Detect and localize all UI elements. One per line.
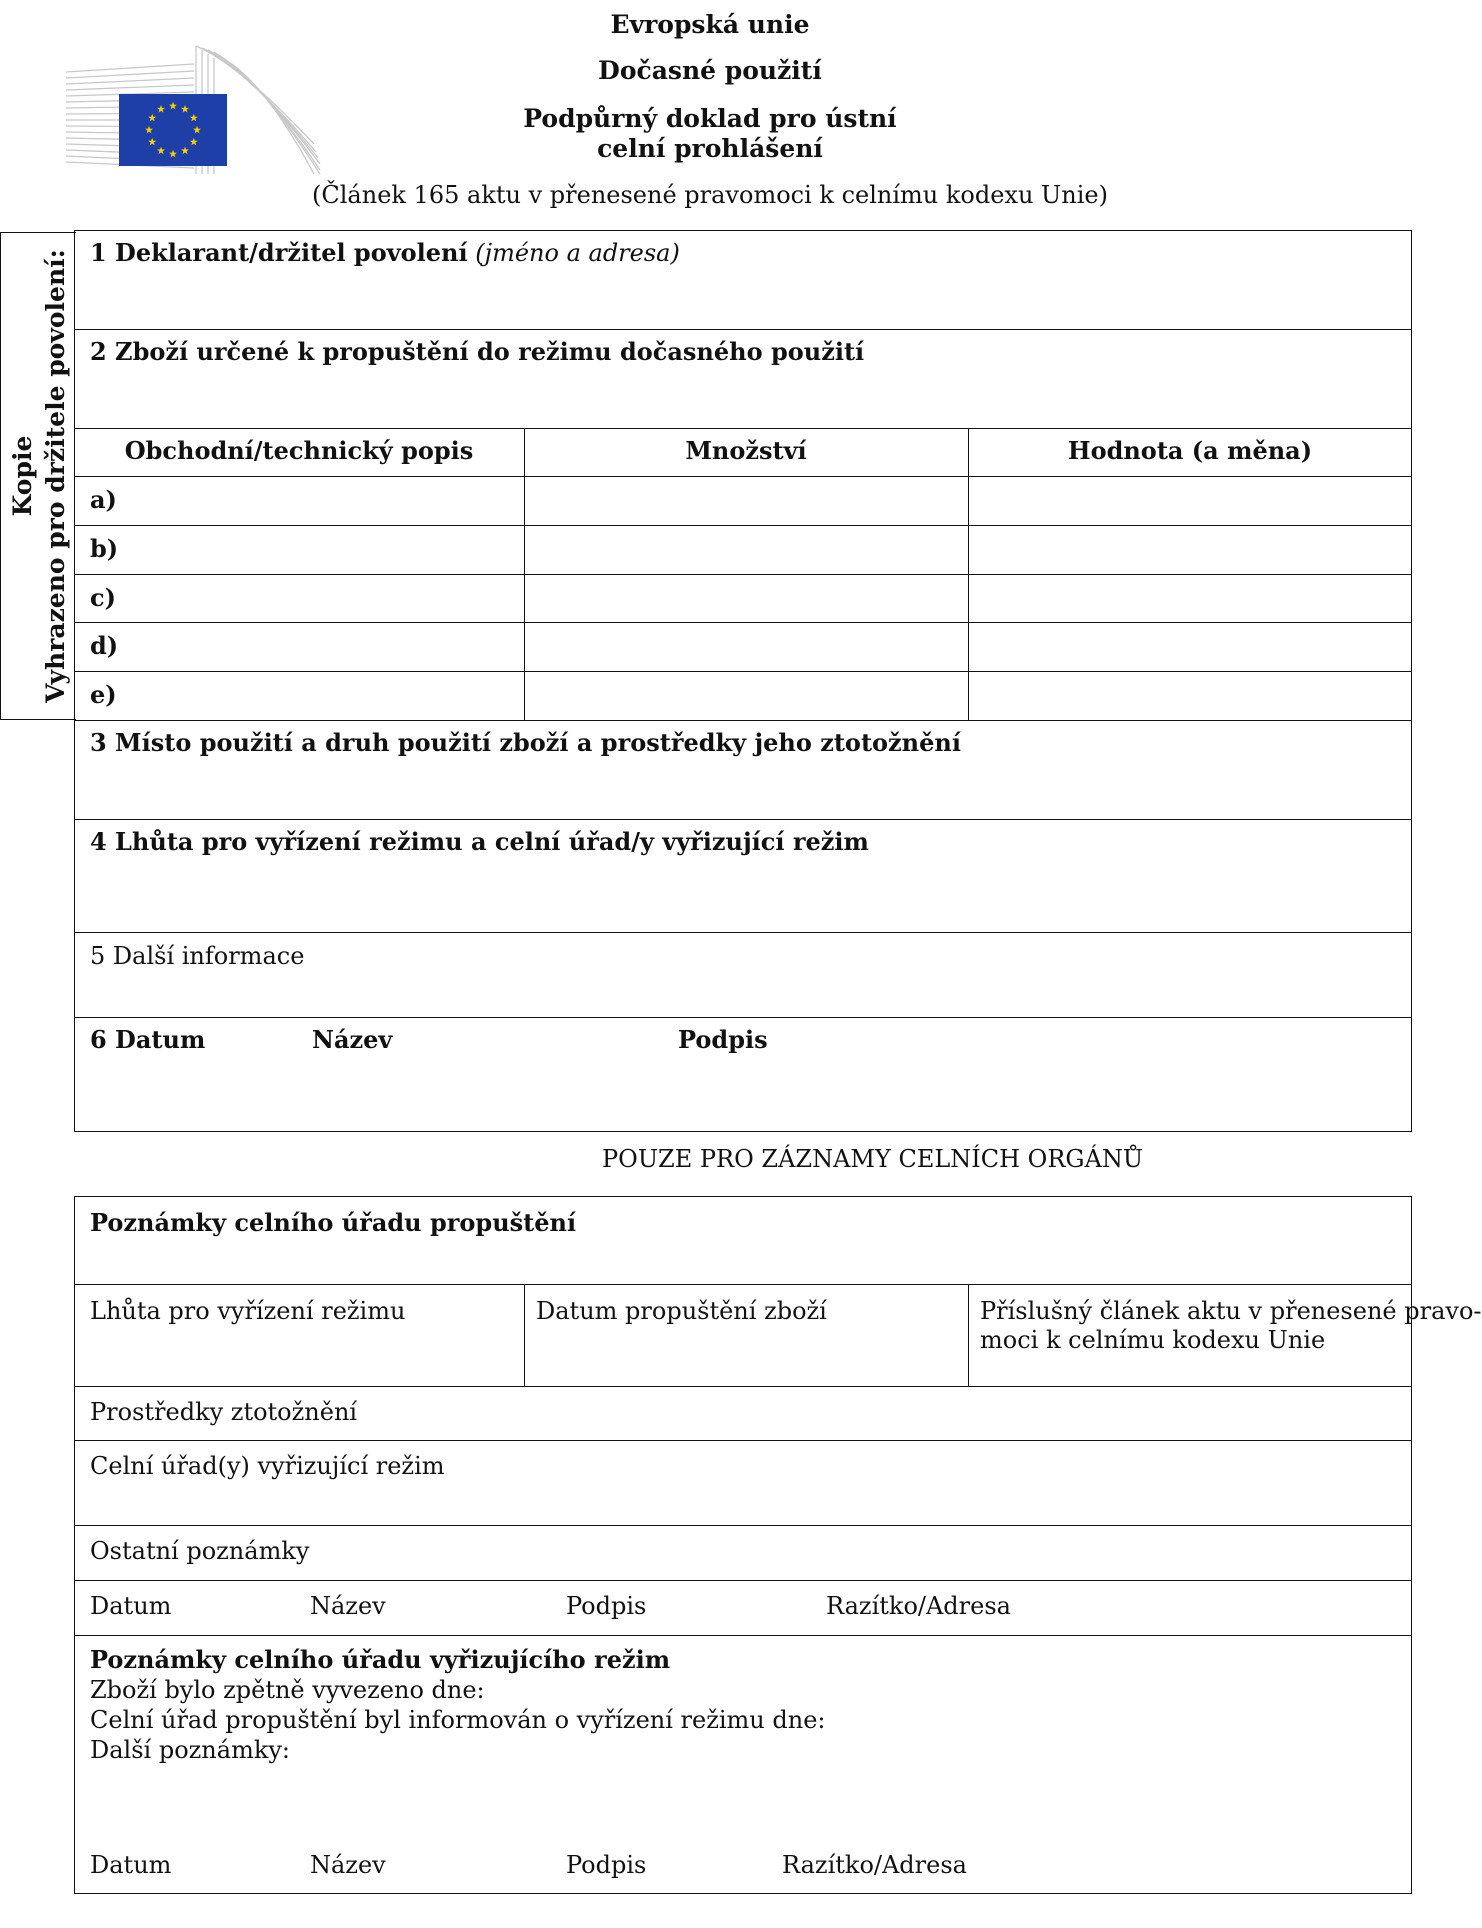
box3-label: 3 Místo použití a druh použití zboží a prostředky jeho ztotožnění: [90, 728, 961, 757]
header-title-line1: Podpůrný doklad pro ústní: [523, 104, 897, 133]
discharge-notes-title: Poznámky celního úřadu vyřizujícího režim: [90, 1645, 671, 1674]
box6-date-label: 6 Datum: [90, 1025, 206, 1054]
release-date-label: Datum propuštění zboží: [536, 1297, 827, 1325]
header-article: (Článek 165 aktu v přenesené pravomoci k celnímu kodexu Unie): [312, 181, 1108, 209]
sig-row2-signature: Podpis: [566, 1851, 647, 1879]
eu-commission-logo: [64, 44, 324, 174]
side-label-reserved: Vyhrazeno pro držitele povolení:: [40, 249, 70, 703]
goods-row-b: b): [90, 534, 119, 563]
release-office-notes-label: Poznámky celního úřadu propuštění: [90, 1208, 577, 1237]
article-label-line1: Příslušný článek aktu v přenesené pravo-: [980, 1297, 1482, 1325]
box1-label: 1 Deklarant/držitel povolení (jméno a adresa): [90, 238, 680, 267]
sig-row-name: Název: [310, 1592, 386, 1620]
discharge-notes-further: Další poznámky:: [90, 1736, 291, 1764]
article-label-line2: moci k celnímu kodexu Unie: [980, 1326, 1326, 1354]
box6-name-label: Název: [312, 1025, 393, 1054]
side-label-copy: Kopie: [7, 435, 37, 517]
box6-signature-label: Podpis: [678, 1025, 768, 1054]
sig-row2-name: Název: [310, 1851, 386, 1879]
sig-row2-date: Datum: [90, 1851, 172, 1879]
sig-row-stamp: Razítko/Adresa: [826, 1592, 1011, 1620]
sig-row-date: Datum: [90, 1592, 172, 1620]
customs-only-heading: POUZE PRO ZÁZNAMY CELNÍCH ORGÁNŮ: [602, 1145, 1144, 1173]
sig-row-signature: Podpis: [566, 1592, 647, 1620]
box2-label: 2 Zboží určené k propuštění do režimu dočasného použití: [90, 337, 865, 366]
header-procedure: Dočasné použití: [598, 56, 822, 85]
deadline-label: Lhůta pro vyřízení režimu: [90, 1297, 406, 1325]
box1-hint: (jméno a adresa): [475, 239, 680, 267]
side-label-box: [0, 232, 76, 720]
goods-row-e: e): [90, 680, 117, 709]
discharge-office-label: Celní úřad(y) vyřizující režim: [90, 1452, 445, 1480]
discharge-notes-reexport: Zboží bylo zpětně vyvezeno dne:: [90, 1676, 485, 1704]
box4-label: 4 Lhůta pro vyřízení režimu a celní úřad/y vyřizující režim: [90, 827, 869, 856]
other-notes-label: Ostatní poznámky: [90, 1537, 310, 1565]
box5-label: 5 Další informace: [90, 942, 305, 970]
goods-row-d: d): [90, 631, 119, 660]
goods-row-a: a): [90, 485, 117, 514]
sig-row2-stamp: Razítko/Adresa: [782, 1851, 967, 1879]
goods-row-c: c): [90, 583, 116, 612]
goods-col-description: Obchodní/technický popis: [124, 436, 474, 465]
goods-col-value: Hodnota (a měna): [1067, 436, 1313, 465]
discharge-notes-informed: Celní úřad propuštění byl informován o vyřízení režimu dne:: [90, 1706, 826, 1734]
goods-col-quantity: Množství: [685, 436, 807, 465]
header-title-line2: celní prohlášení: [597, 134, 823, 163]
identification-label: Prostředky ztotožnění: [90, 1398, 358, 1426]
header-union: Evropská unie: [610, 10, 810, 39]
